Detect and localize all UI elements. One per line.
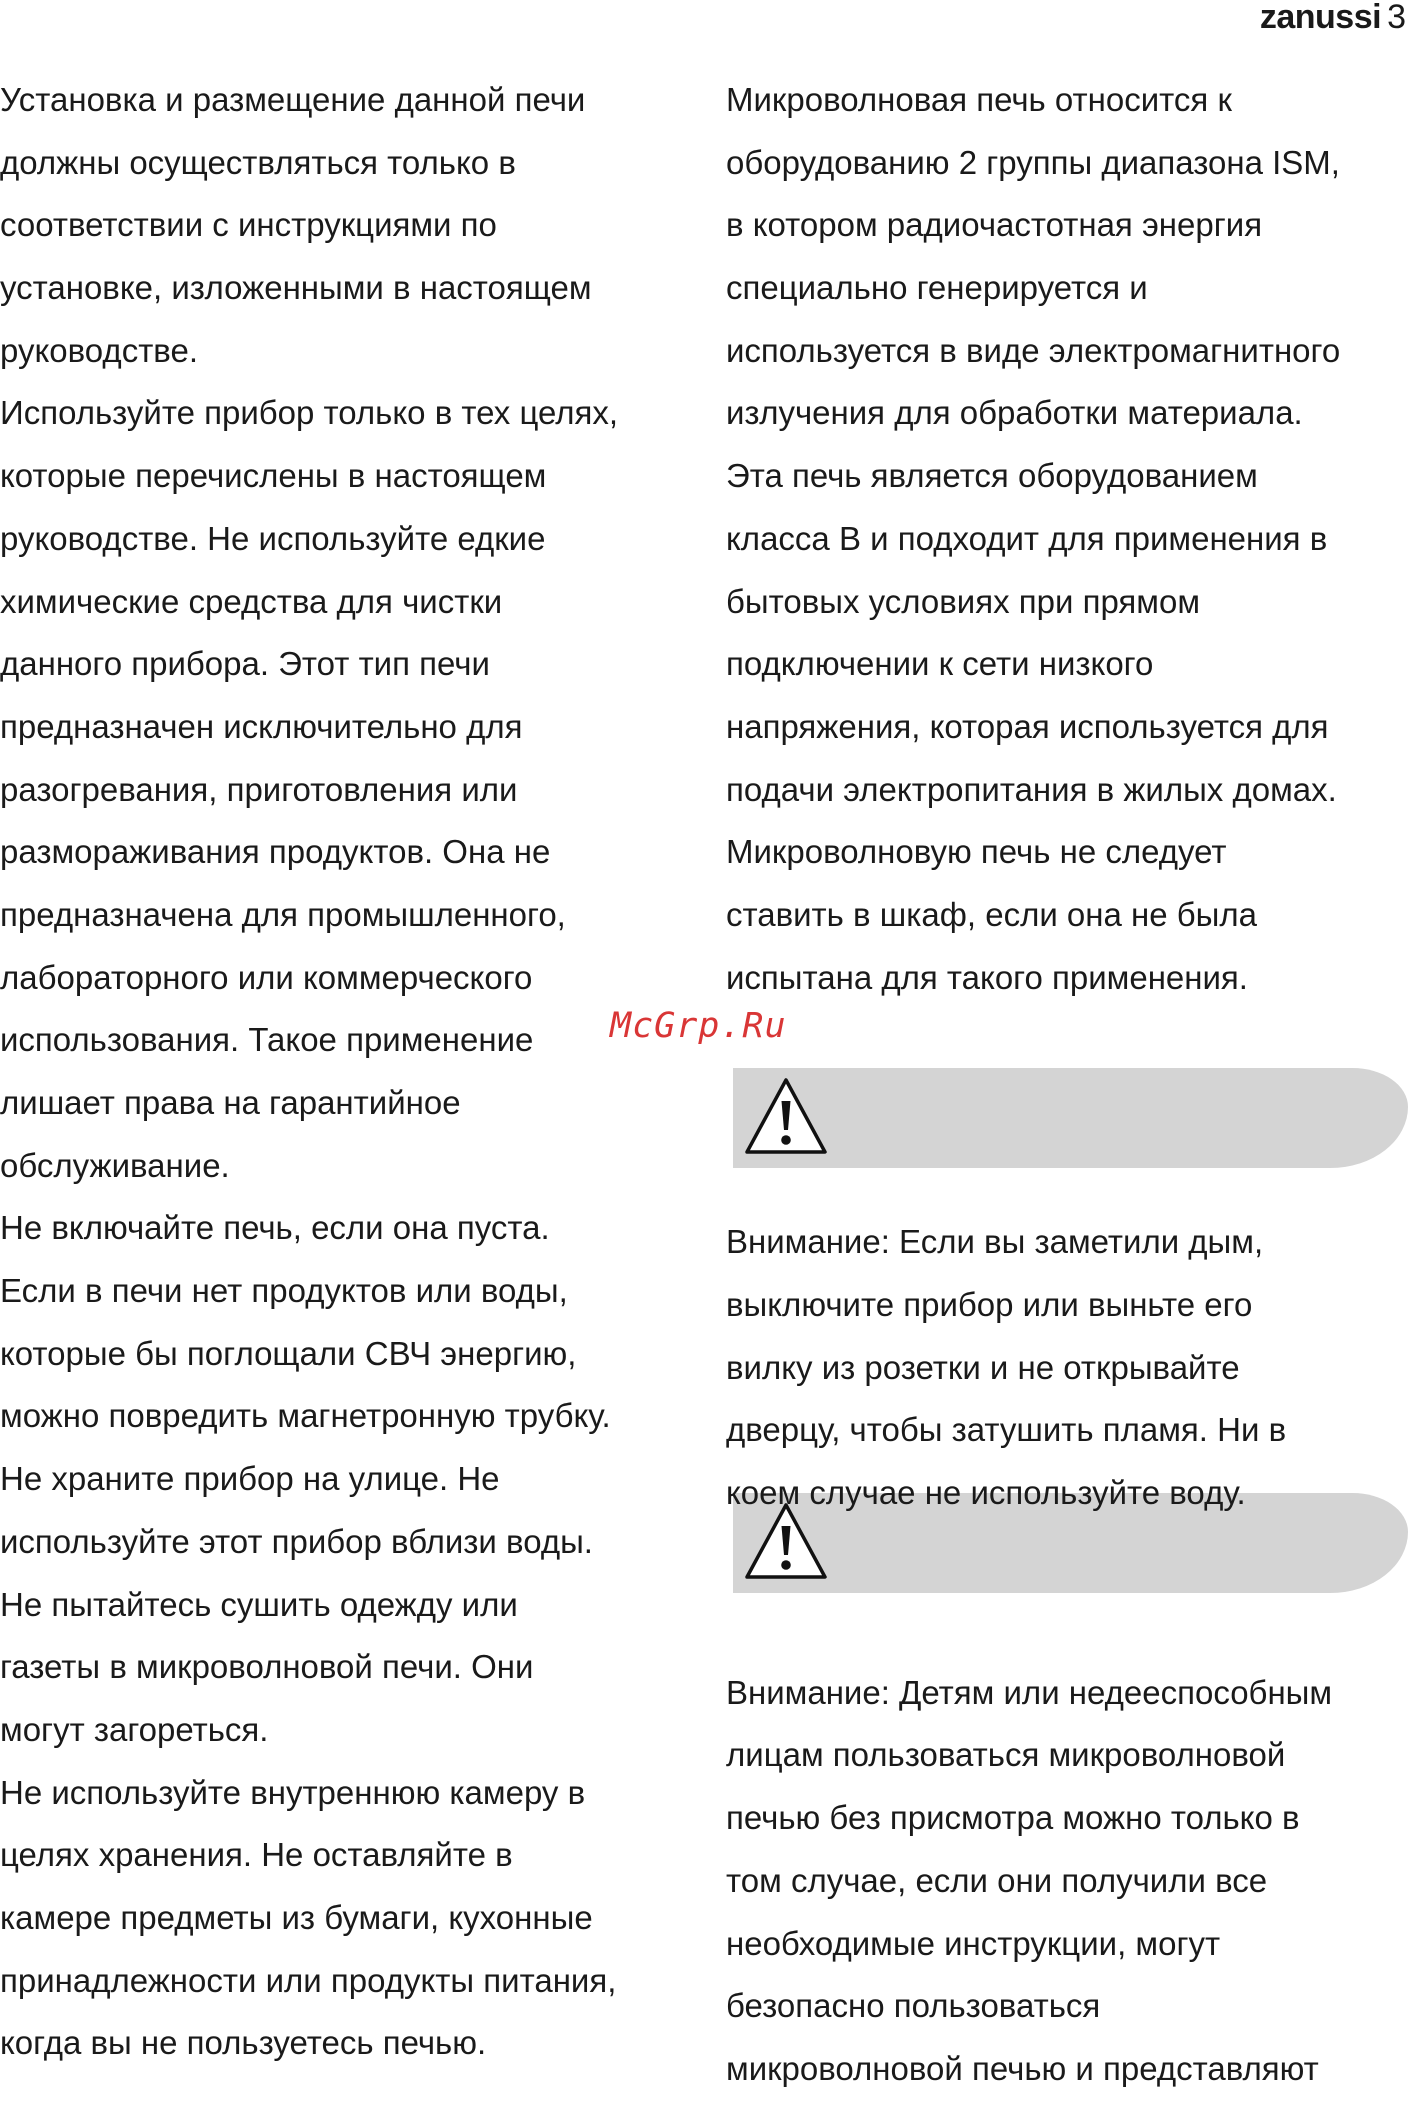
warning-text-line: коем случае не используйте воду.	[726, 1474, 1246, 1512]
text-line: руководстве.	[0, 331, 198, 369]
text-line: бытовых условиях при прямом	[726, 582, 1201, 620]
right-column	[726, 69, 1408, 2101]
text-line: используется в виде электромагнитного	[726, 331, 1341, 369]
text-line: когда вы не пользуетесь печью.	[0, 2024, 487, 2062]
text-line: напряжения, которая используется для	[726, 707, 1329, 745]
warning-text-line: вилку из розетки и не открывайте	[726, 1348, 1240, 1386]
text-line: соответствии с инструкциями по	[0, 206, 497, 244]
left-column	[0, 69, 700, 2075]
text-line: газеты в микроволновой печи. Они	[0, 1648, 534, 1686]
text-line: предназначен исключительно для	[0, 707, 523, 745]
text-line: можно повредить магнетронную трубку.	[0, 1397, 611, 1435]
text-line: лишает права на гарантийное	[0, 1084, 461, 1121]
text-line: установке, изложенными в настоящем	[0, 269, 592, 307]
warning-text-line: безопасно пользоваться	[726, 1987, 1101, 2025]
text-line: размораживания продуктов. Она не	[0, 833, 551, 871]
text-line: которые перечислены в настоящем	[0, 457, 547, 495]
text-line: разогревания, приготовления или	[0, 770, 518, 808]
text-line: руководстве. Не используйте едкие	[0, 519, 546, 557]
text-line: целях хранения. Не оставляйте в	[0, 1836, 513, 1874]
text-line: Не храните прибор на улице. Не	[0, 1460, 500, 1498]
warning-text-line: выключите прибор или выньте его	[726, 1286, 1253, 1323]
text-line: в котором радиочастотная энергия	[726, 206, 1263, 244]
text-line: Микроволновая печь относится к	[726, 81, 1232, 118]
text-line: использования. Такое применение	[0, 1021, 534, 1059]
text-line: Используйте прибор только в тех целях,	[0, 394, 619, 432]
page-header	[1260, 0, 1406, 34]
text-line: Не пытайтесь сушить одежду или	[0, 1585, 518, 1623]
warning-text-line: необходимые инструкции, могут	[726, 1924, 1221, 1962]
text-line: камере предметы из бумаги, кухонные	[0, 1898, 593, 1936]
text-line: которые бы поглощали СВЧ энергию,	[0, 1334, 577, 1372]
text-line: обслуживание.	[0, 1146, 230, 1184]
text-line: специально генерируется и	[726, 269, 1148, 307]
warning-text-line: Внимание: Если вы заметили дым,	[726, 1223, 1264, 1261]
text-line: подачи электропитания в жилых домах.	[726, 770, 1337, 808]
text-line: испытана для такого применения.	[726, 958, 1248, 996]
warning-text-line: микроволновой печью и представляют	[726, 2049, 1319, 2087]
text-line: Не используйте внутреннюю камеру в	[0, 1773, 586, 1811]
text-line: лабораторного или коммерческого	[0, 958, 533, 996]
warning-text-line: печью без присмотра можно только в	[726, 1799, 1300, 1837]
text-line: ставить в шкаф, если она не была	[726, 895, 1257, 933]
text-line: подключении к сети низкого	[726, 645, 1154, 683]
text-line: класса B и подходит для применения в	[726, 519, 1328, 557]
text-line: излучения для обработки материала.	[726, 394, 1303, 432]
warning-text-line: лицам пользоваться микроволновой	[726, 1736, 1286, 1774]
text-line: предназначена для промышленного,	[0, 895, 566, 933]
page-number: 3	[1387, 0, 1406, 36]
warning-text-line: том случае, если они получили все	[726, 1861, 1268, 1899]
text-line: должны осуществляться только в	[0, 143, 516, 181]
text-line: химические средства для чистки	[0, 582, 503, 620]
text-line: оборудованию 2 группы диапазона ISM,	[726, 143, 1340, 181]
text-line: данного прибора. Этот тип печи	[0, 645, 490, 683]
warning-text-line: Внимание: Детям или недееспособным	[726, 1673, 1333, 1711]
warning-spacer	[726, 1009, 1408, 1211]
text-line: Эта печь является оборудованием	[726, 457, 1258, 495]
text-line: Микроволновую печь не следует	[726, 833, 1227, 871]
text-line: Не включайте печь, если она пуста.	[0, 1209, 550, 1247]
brand-logo-text: zanussi	[1259, 0, 1382, 36]
warning-spacer	[726, 1525, 1408, 1662]
watermark-text: McGrp.Ru	[610, 1006, 787, 1046]
text-line: могут загореться.	[0, 1710, 269, 1748]
text-line: Установка и размещение данной печи	[0, 81, 586, 118]
warning-text-line: дверцу, чтобы затушить пламя. Ни в	[726, 1411, 1287, 1449]
text-line: используйте этот прибор вблизи воды.	[0, 1522, 593, 1560]
text-line: принадлежности или продукты питания,	[0, 1961, 617, 1999]
text-line: Если в печи нет продуктов или воды,	[0, 1272, 568, 1310]
